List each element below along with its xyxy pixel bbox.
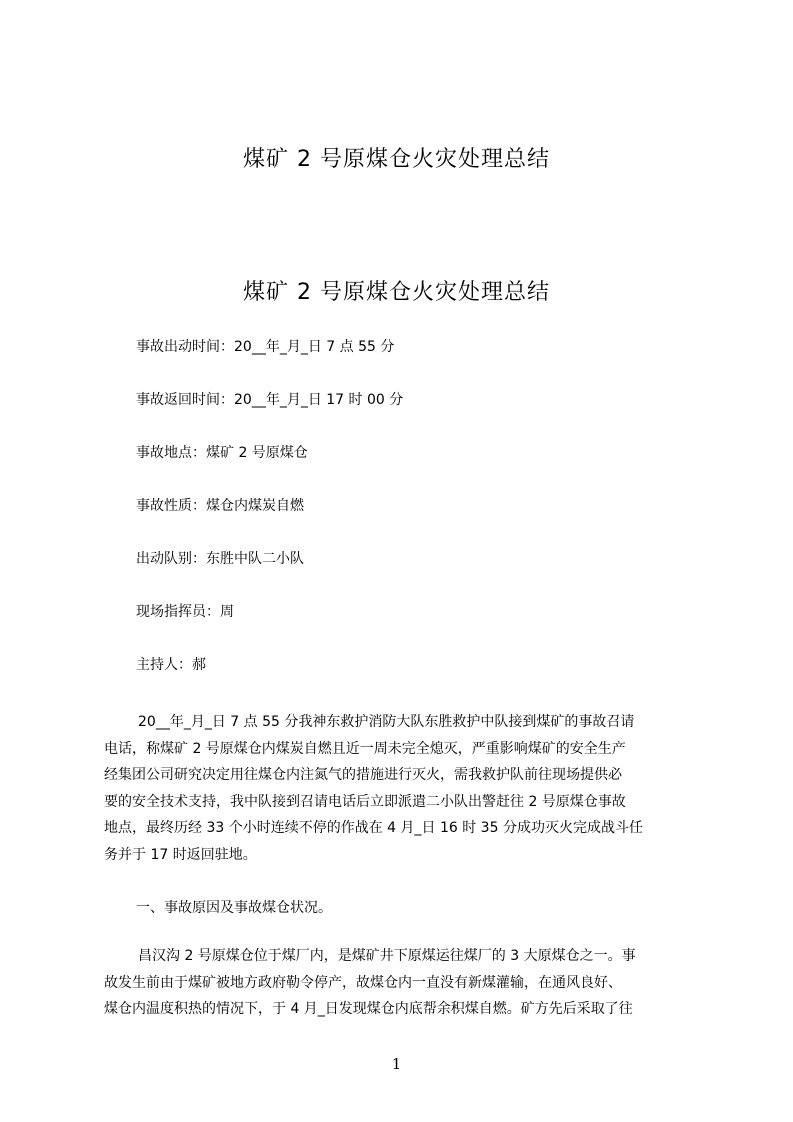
paragraph-line: 经集团公司研究决定用往煤仓内注氮气的措施进行灭火，需我救护队前往现场提供必 <box>104 767 622 783</box>
field-team: 出动队别：东胜中队二小队 <box>136 551 304 567</box>
paragraph-line: 电话，称煤矿 2 号原煤仓内煤炭自燃且近一周未完全熄灭，严重影响煤矿的安全生产 <box>104 740 626 757</box>
field-nature: 事故性质：煤仓内煤炭自燃 <box>136 498 304 514</box>
paragraph-line: 昌汉沟 2 号原煤仓位于煤厂内，是煤矿井下原煤运往煤厂的 3 大原煤仓之一。事 <box>138 948 636 964</box>
paragraph-line: 20__年_月_日 7 点 55 分我神东救护消防大队东胜救护中队接到煤矿的事故召请 <box>138 714 635 730</box>
paragraph-line: 务并于 17 时返回驻地。 <box>104 846 257 863</box>
paragraph-line: 要的安全技术支持，我中队接到召请电话后立即派遣二小队出警赶往 2 号原煤仓事故 <box>104 793 626 810</box>
field-host: 主持人：郝 <box>136 657 206 673</box>
field-location: 事故地点：煤矿 2 号原煤仓 <box>136 445 308 461</box>
document-title-top: 煤矿 2 号原煤仓火灾处理总结 <box>243 147 550 172</box>
paragraph-line: 煤仓内温度积热的情况下，于 4 月_日发现煤仓内底帮余积煤自燃。矿方先后采取了往 <box>104 1001 633 1017</box>
document-title: 煤矿 2 号原煤仓火灾处理总结 <box>243 280 550 305</box>
field-return-time: 事故返回时间：20__年_月_日 17 时 00 分 <box>136 392 404 408</box>
section-heading: 一、事故原因及事故煤仓状况。 <box>136 900 332 916</box>
paragraph-incident-summary <box>104 709 700 868</box>
paragraph-line: 故发生前由于煤矿被地方政府勒令停产，故煤仓内一直没有新煤灌输，在通风良好、 <box>104 974 622 991</box>
field-commander: 现场指挥员：周 <box>136 604 234 620</box>
paragraph-cause <box>104 943 700 1023</box>
paragraph-line: 地点，最终历经 33 个小时连续不停的作战在 4 月_日 16 时 35 分成功灭火完成战斗任 <box>104 820 643 836</box>
field-dispatch-time: 事故出动时间：20__年_月_日 7 点 55 分 <box>136 339 395 355</box>
page-number: 1 <box>391 1055 402 1073</box>
